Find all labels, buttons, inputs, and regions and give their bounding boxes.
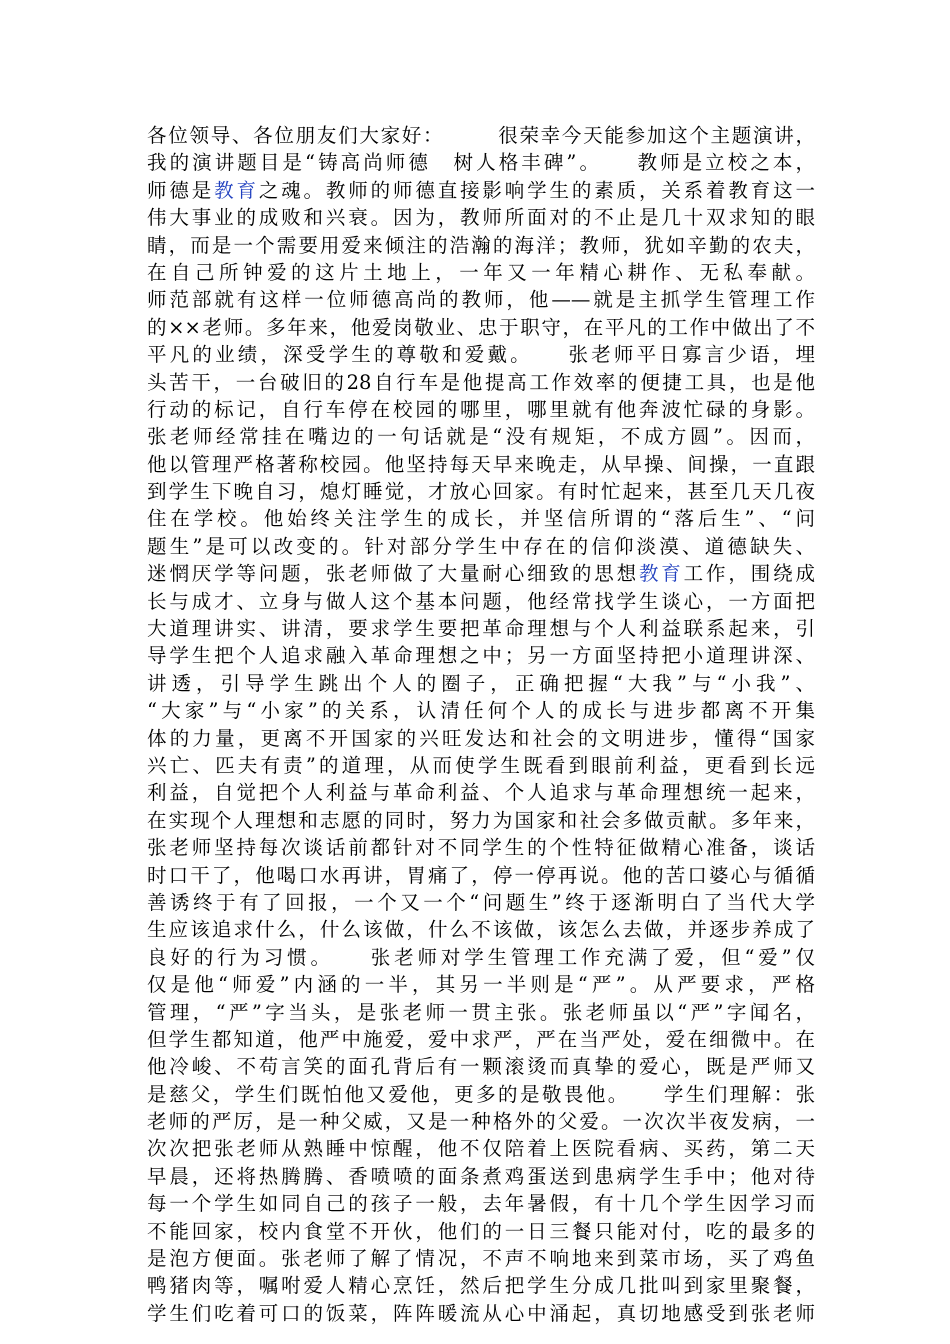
text-line xyxy=(147,834,815,861)
text-segment: 之魂。教师的师德直接影响学生的素质，关系着教育这一 xyxy=(258,178,815,202)
text-line xyxy=(147,149,815,176)
text-line xyxy=(147,1081,815,1108)
text-line xyxy=(147,862,815,889)
text-segment: 他冷峻、不苟言笑的面孔背后有一颗滚烫而真挚的爱心，既是严师又 xyxy=(147,1055,815,1079)
text-segment: 不能回家，校内食堂不开伙，他们的一日三餐只能对付，吃的最多的 xyxy=(147,1219,815,1243)
text-segment: 次次把张老师从熟睡中惊醒，他不仅陪着上医院看病、买药，第二天 xyxy=(147,1137,815,1161)
text-segment: 学生们吃着可口的饭菜，阵阵暖流从心中涌起，真切地感受到张老师 xyxy=(147,1301,815,1325)
text-line xyxy=(147,286,815,313)
text-line xyxy=(147,232,815,259)
text-line xyxy=(147,642,815,669)
text-line xyxy=(147,999,815,1026)
text-line xyxy=(147,807,815,834)
text-segment: 他以管理严格著称校园。他坚持每天早来晚走，从早操、间操，一直跟 xyxy=(147,452,815,476)
text-line xyxy=(147,122,815,149)
text-segment: 每一个学生如同自己的孩子一般，去年暑假，有十几个学生因学习而 xyxy=(147,1192,815,1216)
text-line xyxy=(147,697,815,724)
text-segment: 迷惘厌学等问题，张老师做了大量耐心细致的思想 xyxy=(147,562,639,586)
text-line xyxy=(147,396,815,423)
text-segment: 仅是他“师爱”内涵的一半，其另一半则是“严”。从严要求，严格 xyxy=(147,973,815,997)
text-segment: 住在学校。他始终关注学生的成长，并坚信所谓的“落后生”、“问 xyxy=(147,507,815,531)
text-line xyxy=(147,889,815,916)
text-line xyxy=(147,204,815,231)
text-line xyxy=(147,423,815,450)
text-segment: 生应该追求什么，什么该做，什么不该做，该怎么去做，并逐步养成了 xyxy=(147,918,815,942)
text-line xyxy=(147,1026,815,1053)
text-segment: “大家”与“小家”的关系，认清任何个人的成长与进步都离不开集 xyxy=(147,699,815,723)
speech-body-text xyxy=(147,122,815,1327)
text-segment: 体的力量，更离不开国家的兴旺发达和社会的文明进步，懂得“国家 xyxy=(147,726,815,750)
education-link[interactable]: 教育 xyxy=(214,178,259,202)
text-segment: 长与成才、立身与做人这个基本问题，他经常找学生谈心，一方面把 xyxy=(147,589,815,613)
text-segment: 头苦干，一台破旧的28自行车是他提高工作效率的便捷工具，也是他 xyxy=(147,370,815,394)
text-segment: 兴亡、匹夫有责”的道理，从而使学生既看到眼前利益，更看到长远 xyxy=(147,753,815,777)
text-line xyxy=(147,259,815,286)
text-segment: 早晨，还将热腾腾、香喷喷的面条煮鸡蛋送到患病学生手中；他对待 xyxy=(147,1164,815,1188)
text-segment: 时口干了，他喝口水再讲，胃痛了，停一停再说。他的苦口婆心与循循 xyxy=(147,863,815,887)
text-line xyxy=(147,1163,815,1190)
text-line xyxy=(147,916,815,943)
text-line xyxy=(147,944,815,971)
text-line xyxy=(147,478,815,505)
text-segment: 工作，围绕成 xyxy=(683,562,815,586)
text-segment: 到学生下晚自习，熄灯睡觉，才放心回家。有时忙起来，甚至几天几夜 xyxy=(147,480,815,504)
text-segment: 平凡的业绩，深受学生的尊敬和爱戴。 张老师平日寡言少语，埋 xyxy=(147,343,815,367)
text-segment: 张老师坚持每次谈话前都针对不同学生的个性特征做精心准备，谈话 xyxy=(147,836,815,860)
text-line xyxy=(147,369,815,396)
text-line xyxy=(147,752,815,779)
text-line xyxy=(147,1245,815,1272)
text-line xyxy=(147,505,815,532)
text-segment: 管理，“严”字当头，是张老师一贯主张。张老师虽以“严”字闻名， xyxy=(147,1000,815,1024)
text-segment: 题生”是可以改变的。针对部分学生中存在的信仰淡漠、道德缺失、 xyxy=(147,534,815,558)
text-segment: 大道理讲实、讲清，要求学生要把革命理想与个人利益联系起来，引 xyxy=(147,617,815,641)
text-line xyxy=(147,533,815,560)
text-line xyxy=(147,1300,815,1327)
text-segment: 利益，自觉把个人利益与革命利益、个人追求与革命理想统一起来， xyxy=(147,781,815,805)
text-line xyxy=(147,971,815,998)
text-segment: 导学生把个人追求融入革命理想之中；另一方面坚持把小道理讲深、 xyxy=(147,644,815,668)
text-segment: 老师的严厉，是一种父威，又是一种格外的父爱。一次次半夜发病，一 xyxy=(147,1110,815,1134)
text-segment: 讲透，引导学生跳出个人的圈子，正确把握“大我”与“小我”、 xyxy=(147,671,815,695)
education-link[interactable]: 教育 xyxy=(638,562,684,586)
text-line xyxy=(147,1218,815,1245)
text-line xyxy=(147,615,815,642)
text-segment: 在自己所钟爱的这片土地上，一年又一年精心耕作、无私奉献。 xyxy=(147,260,815,284)
text-segment: 是泡方便面。张老师了解了情况，不声不响地来到菜市场，买了鸡鱼 xyxy=(147,1247,815,1271)
text-segment: 良好的行为习惯。 张老师对学生管理工作充满了爱，但“爱”仅 xyxy=(147,945,815,969)
text-segment: 我的演讲题目是“铸高尚师德 树人格丰碑”。 教师是立校之本， xyxy=(147,151,815,175)
text-segment: 师德是 xyxy=(147,178,215,202)
text-segment: 师范部就有这样一位师德高尚的教师，他——就是主抓学生管理工作 xyxy=(147,288,815,312)
text-line xyxy=(147,779,815,806)
text-line xyxy=(147,1272,815,1299)
text-segment: 但学生都知道，他严中施爱，爱中求严，严在当严处，爱在细微中。在 xyxy=(147,1027,815,1051)
text-line xyxy=(147,1135,815,1162)
text-line xyxy=(147,1108,815,1135)
text-line xyxy=(147,1190,815,1217)
text-line xyxy=(147,588,815,615)
text-segment: 各位领导、各位朋友们大家好： 很荣幸今天能参加这个主题演讲， xyxy=(147,124,815,147)
text-line xyxy=(147,177,815,204)
text-segment: 是慈父，学生们既怕他又爱他，更多的是敬畏他。 学生们理解：张 xyxy=(147,1082,815,1106)
text-segment: 睛，而是一个需要用爱来倾注的浩瀚的海洋；教师，犹如辛勤的农夫， xyxy=(147,233,815,257)
text-line xyxy=(147,670,815,697)
text-line xyxy=(147,451,815,478)
text-line xyxy=(147,560,815,587)
text-segment: 张老师经常挂在嘴边的一句话就是“没有规矩，不成方圆”。因而， xyxy=(147,425,815,449)
text-line xyxy=(147,341,815,368)
text-line xyxy=(147,314,815,341)
text-segment: 伟大事业的成败和兴衰。因为，教师所面对的不止是几十双求知的眼 xyxy=(147,206,815,230)
text-segment: 的××老师。多年来，他爱岗敬业、忠于职守，在平凡的工作中做出了不 xyxy=(147,315,815,339)
text-line xyxy=(147,1053,815,1080)
text-line xyxy=(147,725,815,752)
text-segment: 鸭猪肉等，嘱咐爱人精心烹饪，然后把学生分成几批叫到家里聚餐， xyxy=(147,1274,815,1298)
text-segment: 在实现个人理想和志愿的同时，努力为国家和社会多做贡献。多年来， xyxy=(147,808,815,832)
text-segment: 行动的标记，自行车停在校园的哪里，哪里就有他奔波忙碌的身影。 xyxy=(147,397,815,421)
text-segment: 善诱终于有了回报，一个又一个“问题生”终于逐渐明白了当代大学 xyxy=(147,890,815,914)
